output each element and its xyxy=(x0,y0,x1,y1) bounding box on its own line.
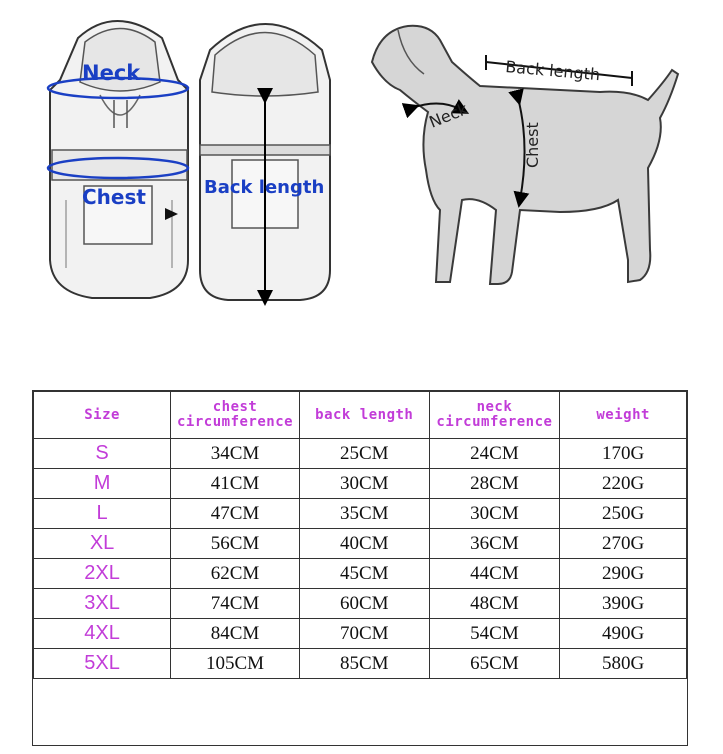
coat-neck-label: Neck xyxy=(82,61,141,85)
weight-cell: 390G xyxy=(560,589,687,619)
weight-cell: 580G xyxy=(560,649,687,679)
back-length-cell: 60CM xyxy=(299,589,429,619)
size-cell: L xyxy=(34,499,171,529)
neck-cell: 48CM xyxy=(429,589,560,619)
dog-back-length-label: Back length xyxy=(504,57,601,85)
header-chest-circumference: chest circumference xyxy=(171,392,300,439)
back-length-cell: 85CM xyxy=(299,649,429,679)
chest-cell: 74CM xyxy=(171,589,300,619)
back-length-cell: 35CM xyxy=(299,499,429,529)
table-row xyxy=(34,469,687,499)
chest-cell: 47CM xyxy=(171,499,300,529)
coat-back-illustration xyxy=(200,24,330,300)
table-row xyxy=(34,619,687,649)
back-length-cell: 70CM xyxy=(299,619,429,649)
table-row xyxy=(34,499,687,529)
size-cell: M xyxy=(34,469,171,499)
chest-cell: 84CM xyxy=(171,619,300,649)
neck-cell: 36CM xyxy=(429,529,560,559)
chest-cell: 56CM xyxy=(171,529,300,559)
size-cell: 2XL xyxy=(34,559,171,589)
header-weight: weight xyxy=(560,392,687,439)
chest-cell: 105CM xyxy=(171,649,300,679)
size-cell: XL xyxy=(34,529,171,559)
chest-cell: 41CM xyxy=(171,469,300,499)
size-chart xyxy=(32,390,688,746)
dog-neck-label: Neck xyxy=(426,99,471,132)
neck-cell: 28CM xyxy=(429,469,560,499)
weight-cell: 270G xyxy=(560,529,687,559)
neck-cell: 65CM xyxy=(429,649,560,679)
size-table xyxy=(33,391,687,679)
coat-back-length-label: Back length xyxy=(204,177,325,198)
neck-cell: 54CM xyxy=(429,619,560,649)
weight-cell: 220G xyxy=(560,469,687,499)
neck-cell: 24CM xyxy=(429,439,560,469)
neck-cell: 30CM xyxy=(429,499,560,529)
size-cell: S xyxy=(34,439,171,469)
table-row xyxy=(34,589,687,619)
header-neck-circumference: neck circumference xyxy=(429,392,560,439)
illustration xyxy=(0,0,723,330)
weight-cell: 250G xyxy=(560,499,687,529)
weight-cell: 290G xyxy=(560,559,687,589)
table-header-row xyxy=(34,392,687,439)
size-cell: 3XL xyxy=(34,589,171,619)
header-size: Size xyxy=(34,392,171,439)
chest-cell: 62CM xyxy=(171,559,300,589)
coat-chest-label: Chest xyxy=(82,185,146,209)
chest-cell: 34CM xyxy=(171,439,300,469)
table-row xyxy=(34,439,687,469)
dog-chest-label: Chest xyxy=(523,122,542,168)
size-cell: 4XL xyxy=(34,619,171,649)
table-row xyxy=(34,649,687,679)
back-length-cell: 40CM xyxy=(299,529,429,559)
back-length-cell: 30CM xyxy=(299,469,429,499)
weight-cell: 170G xyxy=(560,439,687,469)
table-row xyxy=(34,529,687,559)
size-cell: 5XL xyxy=(34,649,171,679)
header-back-length: back length xyxy=(299,392,429,439)
neck-cell: 44CM xyxy=(429,559,560,589)
table-row xyxy=(34,559,687,589)
weight-cell: 490G xyxy=(560,619,687,649)
back-length-cell: 25CM xyxy=(299,439,429,469)
back-length-cell: 45CM xyxy=(299,559,429,589)
